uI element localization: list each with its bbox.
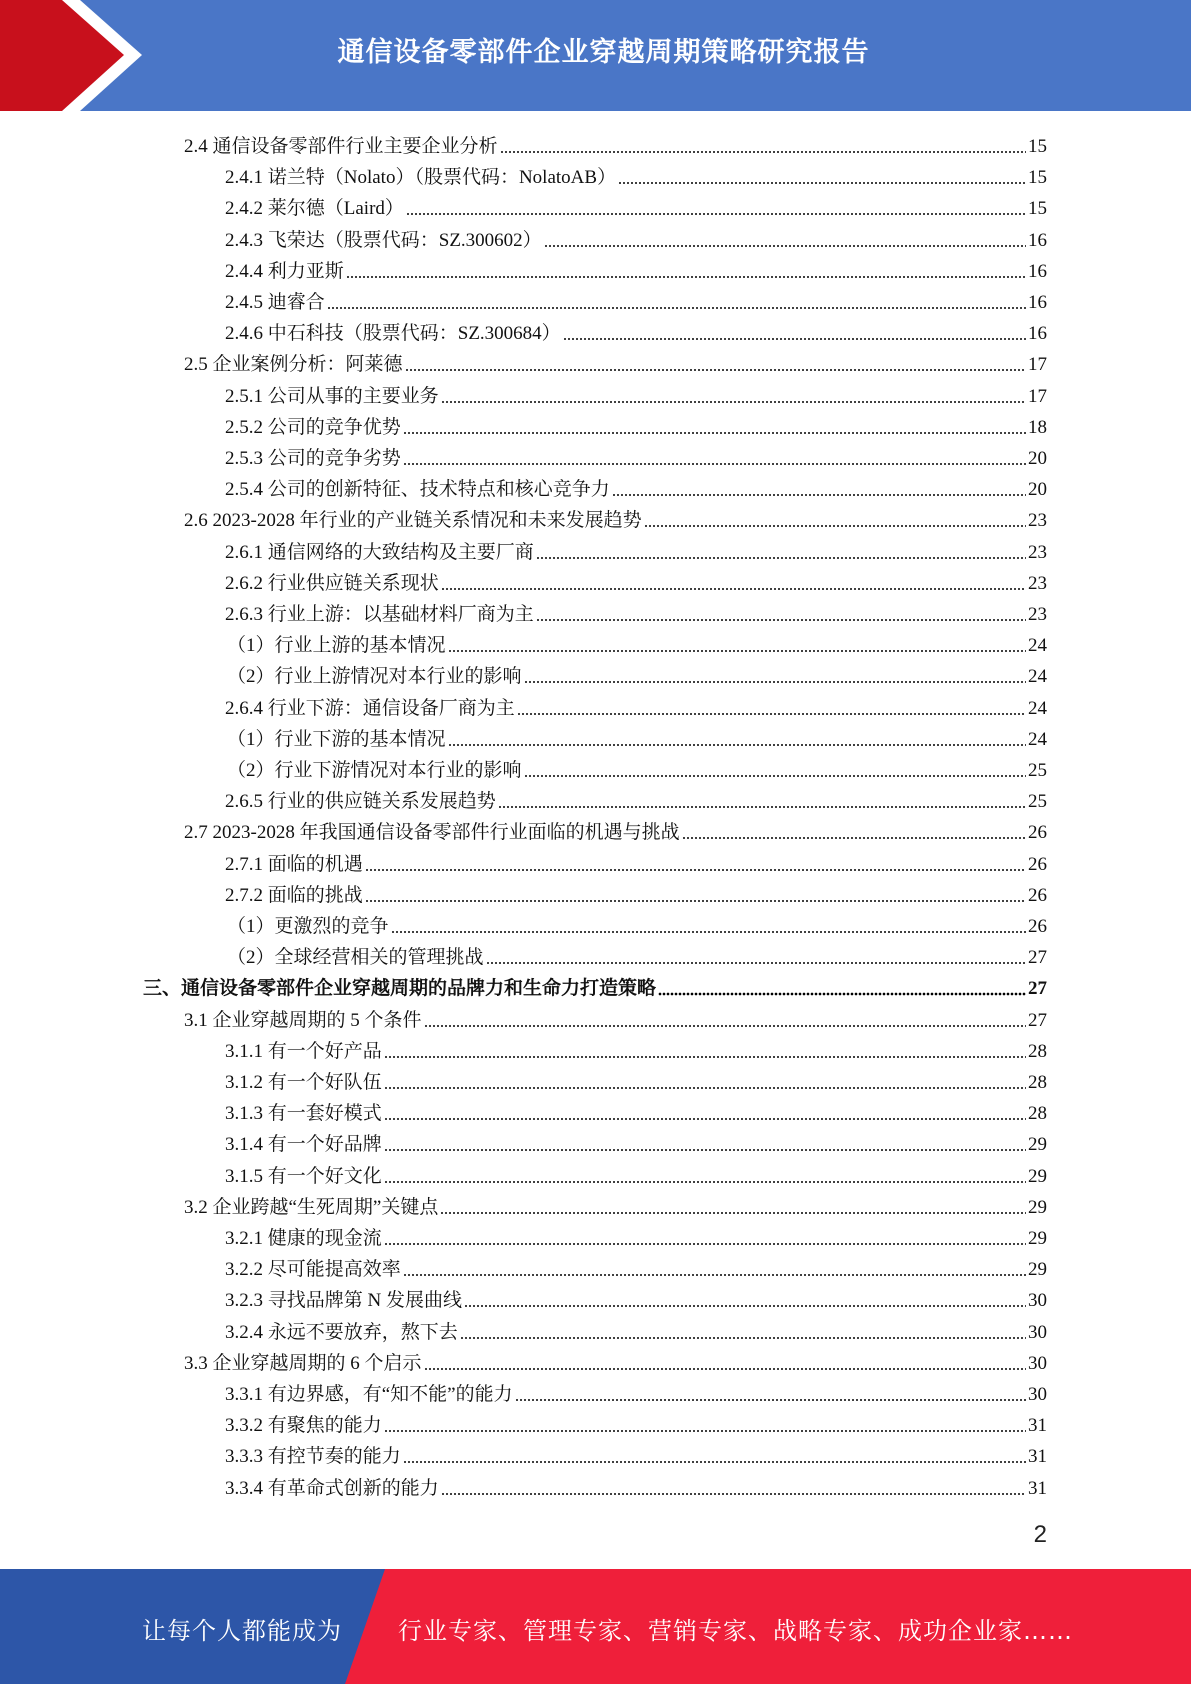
- toc-entry[interactable]: [225, 565, 1047, 596]
- toc-entry[interactable]: [184, 1189, 1047, 1220]
- toc-dot-leader: [448, 743, 1026, 747]
- toc-dot-leader: [365, 868, 1026, 872]
- toc-entry[interactable]: [184, 814, 1047, 845]
- footer-expert-list: 行业专家、管理专家、营销专家、战略专家、成功企业家……: [398, 1617, 1073, 1645]
- toc-entry-title: 3.1.3 有一套好模式: [225, 1103, 382, 1125]
- toc-entry[interactable]: [184, 346, 1047, 377]
- toc-entry-page: 18: [1028, 416, 1047, 438]
- toc-entry-title: 三、通信设备零部件企业穿越周期的品牌力和生命力打造策略: [143, 978, 657, 1000]
- toc-entry-title: 3.2.1 健康的现金流: [225, 1228, 382, 1249]
- toc-entry-page: 24: [1028, 697, 1047, 719]
- toc-dot-leader: [384, 1086, 1026, 1090]
- toc-entry-title: 2.4.4 利力亚斯: [225, 260, 344, 282]
- toc-dot-leader: [544, 244, 1026, 248]
- toc-dot-leader: [536, 618, 1026, 622]
- toc-dot-leader: [618, 181, 1026, 185]
- toc-entry[interactable]: [225, 1064, 1047, 1095]
- toc-entry[interactable]: [225, 534, 1047, 565]
- toc-dot-leader: [391, 930, 1026, 934]
- toc-entry[interactable]: [225, 1220, 1047, 1251]
- toc-entry-title: 3.3 企业穿越周期的 6 个启示: [184, 1352, 422, 1374]
- toc-entry[interactable]: [227, 627, 1047, 658]
- toc-dot-leader: [384, 1242, 1026, 1246]
- toc-dot-leader: [524, 680, 1026, 684]
- toc-dot-leader: [403, 1460, 1026, 1464]
- toc-entry-title: 3.1 企业穿越周期的 5 个条件: [184, 1009, 422, 1031]
- toc-entry-page: 16: [1028, 260, 1047, 282]
- toc-entry[interactable]: [225, 1158, 1047, 1189]
- toc-entry-page: 17: [1028, 354, 1047, 376]
- toc-entry-title: 3.1.2 有一个好队伍: [225, 1072, 382, 1093]
- toc-entry[interactable]: [225, 315, 1047, 346]
- toc-dot-leader: [327, 306, 1026, 310]
- toc-entry[interactable]: [225, 1251, 1047, 1282]
- toc-dot-leader: [460, 1336, 1026, 1340]
- toc-entry-title: 3.2 企业跨越“生死周期”关键点: [184, 1196, 439, 1218]
- toc-entry[interactable]: [225, 1282, 1047, 1313]
- toc-entry-page: 30: [1028, 1321, 1047, 1343]
- toc-entry-page: 26: [1028, 916, 1047, 937]
- toc-entry-title: 2.4.1 诺兰特（Nolato）（股票代码：NolatoAB）: [225, 167, 617, 189]
- toc-entry-title: （1）行业上游的基本情况: [227, 635, 446, 657]
- toc-entry[interactable]: [227, 752, 1047, 783]
- toc-dot-leader: [346, 275, 1026, 279]
- toc-entry-page: 26: [1028, 884, 1047, 906]
- toc-dot-leader: [403, 1273, 1026, 1277]
- toc-entry-title: 3.3.1 有边界感，有“知不能”的能力: [225, 1384, 513, 1405]
- toc-entry-page: 24: [1028, 635, 1047, 657]
- footer-slogan: 让每个人都能成为: [142, 1617, 342, 1645]
- toc-entry-page: 27: [1028, 947, 1047, 969]
- toc-entry-title: 3.1.1 有一个好产品: [225, 1040, 382, 1062]
- toc-entry[interactable]: [225, 159, 1047, 190]
- toc-entry-page: 16: [1028, 292, 1047, 313]
- toc-entry-title: 3.2.3 寻找品牌第 N 发展曲线: [225, 1290, 462, 1312]
- toc-entry-page: 28: [1028, 1072, 1047, 1093]
- toc-dot-leader: [424, 1024, 1026, 1028]
- toc-entry[interactable]: [184, 502, 1047, 533]
- toc-entry-title: 2.5.1 公司从事的主要业务: [225, 385, 439, 407]
- toc-entry-title: 3.2.4 永远不要放弃，熬下去: [225, 1321, 458, 1343]
- toc-entry[interactable]: [225, 284, 1047, 315]
- toc-dot-leader: [384, 1117, 1026, 1121]
- toc-entry[interactable]: [225, 1314, 1047, 1345]
- toc-entry-title: （1）更激烈的竞争: [227, 916, 389, 937]
- toc-entry-title: 2.4.2 莱尔德（Laird）: [225, 198, 404, 220]
- toc-entry-title: 2.6.1 通信网络的大致结构及主要厂商: [225, 541, 534, 563]
- toc-entry-title: 3.3.3 有控节奏的能力: [225, 1446, 401, 1468]
- toc-entry-page: 30: [1028, 1352, 1047, 1374]
- toc-entry-page: 16: [1028, 323, 1047, 345]
- toc-dot-leader: [405, 368, 1026, 372]
- toc-entry-title: （2）全球经营相关的管理挑战: [227, 947, 484, 969]
- toc-entry[interactable]: [225, 1407, 1047, 1438]
- toc-entry-page: 24: [1028, 666, 1047, 688]
- toc-entry-page: 16: [1028, 229, 1047, 251]
- toc-entry-page: 31: [1028, 1446, 1047, 1468]
- toc-dot-leader: [498, 805, 1026, 809]
- toc-entry-page: 20: [1028, 479, 1047, 501]
- toc-entry-page: 29: [1028, 1165, 1047, 1187]
- toc-entry[interactable]: [225, 440, 1047, 471]
- toc-dot-leader: [500, 150, 1026, 154]
- toc-entry[interactable]: [225, 1095, 1047, 1126]
- toc-entry[interactable]: [225, 253, 1047, 284]
- toc-entry-title: 2.6 2023-2028 年行业的产业链关系情况和未来发展趋势: [184, 510, 642, 532]
- toc-entry-page: 27: [1028, 1009, 1047, 1031]
- toc-entry-page: 23: [1028, 541, 1047, 563]
- toc-entry[interactable]: [225, 1376, 1047, 1407]
- toc-dot-leader: [644, 524, 1026, 528]
- toc-entry-title: 2.5.2 公司的竞争优势: [225, 416, 401, 438]
- toc-entry[interactable]: [225, 1470, 1047, 1501]
- toc-entry[interactable]: [225, 690, 1047, 721]
- toc-entry-page: 26: [1028, 822, 1047, 844]
- toc-entry-page: 30: [1028, 1290, 1047, 1312]
- toc-entry[interactable]: [227, 939, 1047, 970]
- toc-entry[interactable]: [225, 1126, 1047, 1157]
- toc-dot-leader: [406, 212, 1026, 216]
- toc-dot-leader: [441, 400, 1026, 404]
- toc-dot-leader: [464, 1304, 1026, 1308]
- toc-entry-title: （1）行业下游的基本情况: [227, 728, 446, 750]
- toc-entry[interactable]: [225, 783, 1047, 814]
- toc-entry[interactable]: [184, 1345, 1047, 1376]
- page-footer: [0, 1569, 1191, 1684]
- toc-entry-title: 3.1.4 有一个好品牌: [225, 1134, 382, 1156]
- toc-entry-page: 31: [1028, 1477, 1047, 1499]
- toc-entry-title: 3.2.2 尽可能提高效率: [225, 1259, 401, 1281]
- toc-entry-page: 31: [1028, 1415, 1047, 1437]
- toc-entry[interactable]: [227, 658, 1047, 689]
- toc-entry-title: 2.4.6 中石科技（股票代码：SZ.300684）: [225, 323, 561, 345]
- report-title: 通信设备零部件企业穿越周期策略研究报告: [337, 37, 870, 68]
- toc-entry-page: 28: [1028, 1040, 1047, 1062]
- toc-dot-leader: [682, 836, 1026, 840]
- toc-dot-leader: [384, 1055, 1026, 1059]
- toc-entry-title: 3.3.4 有革命式创新的能力: [225, 1477, 439, 1499]
- toc-dot-leader: [517, 712, 1026, 716]
- toc-entry-title: 2.6.5 行业的供应链关系发展趋势: [225, 791, 496, 813]
- toc-entry[interactable]: [225, 222, 1047, 253]
- toc-entry-title: 2.4.3 飞荣达（股票代码：SZ.300602）: [225, 229, 542, 251]
- toc-entry-title: 2.7.1 面临的机遇: [225, 853, 363, 875]
- toc-entry[interactable]: [225, 846, 1047, 877]
- toc-entry[interactable]: [227, 908, 1047, 939]
- toc-dot-leader: [658, 992, 1026, 996]
- toc-entry-page: 23: [1028, 510, 1047, 532]
- toc-entry-title: 2.4.5 迪睿合: [225, 292, 325, 313]
- toc-entry-page: 29: [1028, 1228, 1047, 1249]
- toc-entry-page: 29: [1028, 1196, 1047, 1218]
- toc-entry-page: 23: [1028, 572, 1047, 594]
- toc-dot-leader: [486, 961, 1026, 965]
- toc-entry[interactable]: [225, 1438, 1047, 1469]
- toc-entry-page: 27: [1028, 978, 1047, 1000]
- toc-entry[interactable]: [225, 409, 1047, 440]
- toc-entry-title: 2.5 企业案例分析：阿莱德: [184, 354, 403, 376]
- toc-dot-leader: [384, 1429, 1026, 1433]
- toc-entry-page: 15: [1028, 136, 1047, 157]
- toc-entry[interactable]: [225, 378, 1047, 409]
- toc-dot-leader: [424, 1367, 1026, 1371]
- toc-entry[interactable]: [225, 471, 1047, 502]
- toc-entry-title: 3.1.5 有一个好文化: [225, 1165, 382, 1187]
- toc-entry-title: 2.6.3 行业上游：以基础材料厂商为主: [225, 604, 534, 625]
- toc-entry-title: 2.7 2023-2028 年我国通信设备零部件行业面临的机遇与挑战: [184, 822, 680, 844]
- toc-entry[interactable]: [225, 1033, 1047, 1064]
- toc-dot-leader: [563, 337, 1026, 341]
- toc-entry-page: 29: [1028, 1134, 1047, 1156]
- toc-entry-page: 29: [1028, 1259, 1047, 1281]
- toc-dot-leader: [403, 462, 1026, 466]
- toc-entry-page: 24: [1028, 728, 1047, 750]
- toc-entry-page: 20: [1028, 448, 1047, 469]
- toc-dot-leader: [440, 1211, 1026, 1215]
- toc-dot-leader: [403, 431, 1026, 435]
- toc-entry-title: 2.7.2 面临的挑战: [225, 884, 363, 906]
- toc-entry-page: 30: [1028, 1384, 1047, 1405]
- toc-entry-title: （2）行业下游情况对本行业的影响: [227, 760, 522, 781]
- toc-dot-leader: [448, 649, 1026, 653]
- toc-dot-leader: [536, 556, 1026, 560]
- toc-entry[interactable]: [225, 877, 1047, 908]
- toc-entry[interactable]: [143, 970, 1047, 1001]
- toc-dot-leader: [384, 1148, 1026, 1152]
- toc-dot-leader: [384, 1180, 1026, 1184]
- page-header: [0, 0, 1191, 111]
- toc-entry[interactable]: [225, 190, 1047, 221]
- toc-entry-page: 23: [1028, 604, 1047, 625]
- toc-entry-page: 25: [1028, 791, 1047, 813]
- toc-entry-title: 2.5.3 公司的竞争劣势: [225, 448, 401, 469]
- toc-entry-title: 2.5.4 公司的创新特征、技术特点和核心竞争力: [225, 479, 610, 501]
- toc-entry-title: 2.6.2 行业供应链关系现状: [225, 572, 439, 594]
- toc-dot-leader: [515, 1398, 1026, 1402]
- toc-entry-page: 28: [1028, 1103, 1047, 1125]
- toc-dot-leader: [612, 493, 1026, 497]
- toc-entry-title: （2）行业上游情况对本行业的影响: [227, 666, 522, 688]
- toc-entry-page: 25: [1028, 760, 1047, 781]
- toc-dot-leader: [365, 899, 1026, 903]
- toc-entry[interactable]: [227, 721, 1047, 752]
- toc-entry-title: 2.6.4 行业下游：通信设备厂商为主: [225, 697, 515, 719]
- toc-entry-title: 3.3.2 有聚焦的能力: [225, 1415, 382, 1437]
- toc-entry-title: 2.4 通信设备零部件行业主要企业分析: [184, 136, 498, 157]
- toc-dot-leader: [441, 1492, 1026, 1496]
- page-number: 2: [1033, 1521, 1047, 1548]
- toc-entry-page: 17: [1028, 385, 1047, 407]
- toc-entry[interactable]: [225, 596, 1047, 627]
- toc-dot-leader: [524, 774, 1026, 778]
- toc-entry[interactable]: [184, 128, 1047, 159]
- toc-entry-page: 26: [1028, 853, 1047, 875]
- toc-entry-page: 15: [1028, 167, 1047, 189]
- toc-dot-leader: [441, 587, 1026, 591]
- toc-entry[interactable]: [184, 1002, 1047, 1033]
- toc-entry-page: 15: [1028, 198, 1047, 220]
